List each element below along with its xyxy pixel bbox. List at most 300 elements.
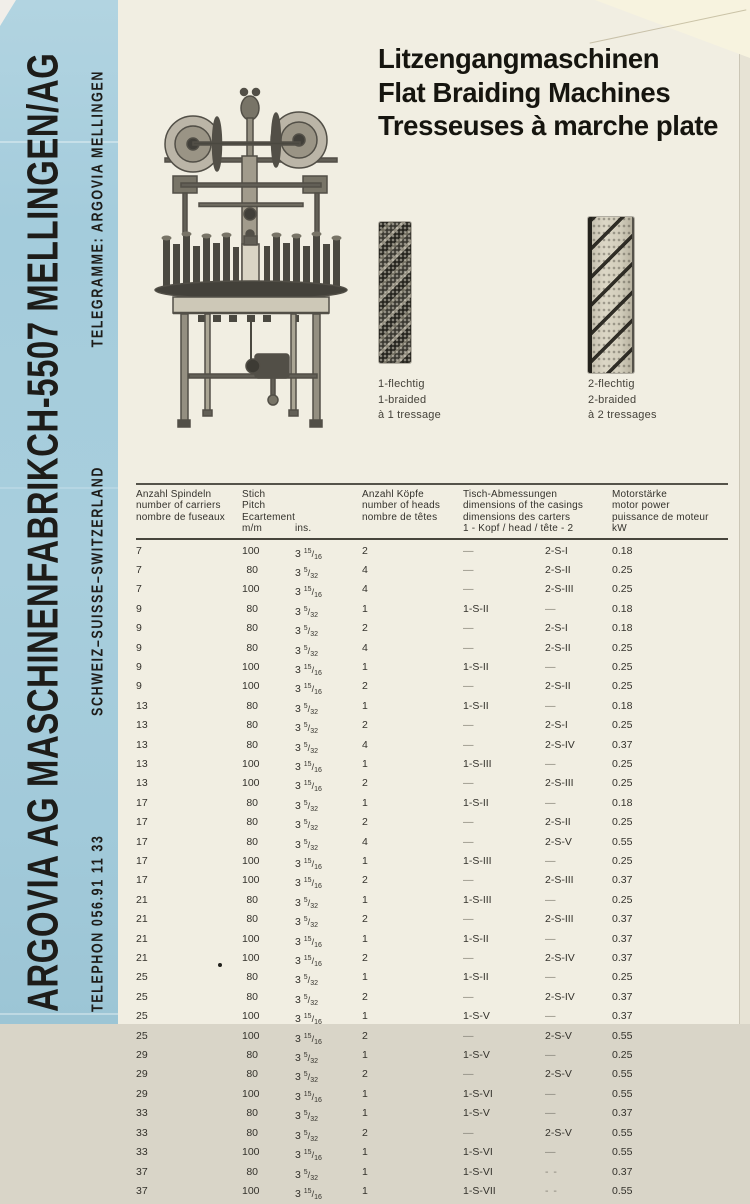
- cell-casing-2-heads: 2-S-V: [545, 1127, 612, 1146]
- cell-pitch-ins: 3 $^{15}/_{16}$: [295, 952, 362, 971]
- cell-casing-2-heads: 2-S-II: [545, 816, 612, 835]
- cell-carriers: 25: [136, 971, 242, 990]
- cell-carriers: 21: [136, 894, 242, 913]
- page-title: [378, 42, 718, 143]
- cell-pitch-mm: 100: [242, 874, 258, 893]
- cell-casing-2-heads: —: [545, 1107, 612, 1126]
- cell-casing-1-head: —: [463, 642, 545, 661]
- cell-casing-2-heads: —: [545, 855, 612, 874]
- cell-heads: 2: [362, 719, 463, 738]
- cell-pitch-mm: 80: [242, 913, 258, 932]
- cell-motor-kw: 0.18: [612, 797, 728, 816]
- cell-heads: 2: [362, 545, 463, 564]
- cell-casing-1-head: —: [463, 952, 545, 971]
- sample-2-label-de: 2-flechtig: [588, 377, 657, 393]
- cell-pitch-mm: 80: [242, 622, 258, 641]
- cell-carriers: 9: [136, 642, 242, 661]
- table-row: [136, 700, 728, 719]
- table-row: [136, 933, 728, 952]
- cell-pitch-ins: 3 $^5/_{32}$: [295, 1107, 362, 1126]
- cell-spacer: [258, 816, 295, 835]
- company-telegram: TELEGRAMME: ARGOVIA MELLINGEN: [89, 70, 107, 347]
- cell-heads: 1: [362, 661, 463, 680]
- cell-heads: 1: [362, 971, 463, 990]
- cell-spacer: [258, 1010, 295, 1029]
- table-row: [136, 603, 728, 622]
- cell-spacer: [258, 913, 295, 932]
- cell-pitch-ins: 3 $^{15}/_{16}$: [295, 583, 362, 602]
- cell-casing-2-heads: 2-S-IV: [545, 739, 612, 758]
- cell-heads: 4: [362, 642, 463, 661]
- braid-sample-1-braided: [379, 222, 411, 363]
- cell-carriers: 29: [136, 1049, 242, 1068]
- cell-carriers: 9: [136, 622, 242, 641]
- cell-motor-kw: 0.37: [612, 991, 728, 1010]
- cell-carriers: 21: [136, 952, 242, 971]
- cell-heads: 1: [362, 1049, 463, 1068]
- company-country: SCHWEIZ–SUISSE–SWITZERLAND: [89, 466, 107, 716]
- table-row: [136, 739, 728, 758]
- cell-pitch-mm: 100: [242, 1030, 258, 1049]
- cell-motor-kw: 0.25: [612, 680, 728, 699]
- cell-spacer: [258, 855, 295, 874]
- cell-casing-1-head: 1-S-VI: [463, 1146, 545, 1165]
- cell-heads: 1: [362, 1010, 463, 1029]
- cell-heads: 2: [362, 680, 463, 699]
- cell-casing-1-head: 1-S-II: [463, 933, 545, 952]
- cell-casing-2-heads: 2-S-II: [545, 564, 612, 583]
- company-name: ARGOVIA AG MASCHINENFABRIK: [18, 457, 68, 1012]
- table-row: [136, 564, 728, 583]
- sample-2-label-fr: à 2 tressages: [588, 408, 657, 424]
- cell-motor-kw: 0.25: [612, 583, 728, 602]
- cell-pitch-mm: 100: [242, 583, 258, 602]
- cell-casing-1-head: —: [463, 719, 545, 738]
- cell-heads: 1: [362, 603, 463, 622]
- cell-spacer: [258, 642, 295, 661]
- cell-casing-1-head: —: [463, 816, 545, 835]
- cell-casing-1-head: 1-S-III: [463, 758, 545, 777]
- cell-spacer: [258, 1088, 295, 1107]
- cell-casing-1-head: —: [463, 622, 545, 641]
- cell-motor-kw: 0.25: [612, 816, 728, 835]
- cell-spacer: [258, 545, 295, 564]
- title-line-fr: Tresseuses à marche plate: [378, 109, 718, 143]
- cell-carriers: 13: [136, 700, 242, 719]
- cell-casing-2-heads: 2-S-II: [545, 680, 612, 699]
- cell-carriers: 21: [136, 913, 242, 932]
- cell-pitch-mm: 100: [242, 545, 258, 564]
- cell-casing-2-heads: 2-S-I: [545, 622, 612, 641]
- cell-casing-2-heads: —: [545, 1146, 612, 1165]
- cell-heads: 2: [362, 1068, 463, 1087]
- cell-carriers: 33: [136, 1127, 242, 1146]
- cell-pitch-ins: 3 $^5/_{32}$: [295, 816, 362, 835]
- cell-motor-kw: 0.55: [612, 1127, 728, 1146]
- cell-casing-2-heads: 2-S-V: [545, 836, 612, 855]
- cell-pitch-ins: 3 $^{15}/_{16}$: [295, 1010, 362, 1029]
- cell-pitch-ins: 3 $^{15}/_{16}$: [295, 661, 362, 680]
- cell-pitch-mm: 100: [242, 680, 258, 699]
- cell-spacer: [258, 583, 295, 602]
- cell-casing-2-heads: 2-S-IV: [545, 952, 612, 971]
- cell-pitch-ins: 3 $^{15}/_{16}$: [295, 933, 362, 952]
- sample-1-label: [378, 377, 441, 424]
- cell-pitch-mm: 80: [242, 894, 258, 913]
- table-row: [136, 971, 728, 990]
- table-row: [136, 1088, 728, 1107]
- cell-spacer: [258, 1185, 295, 1204]
- cell-motor-kw: 0.37: [612, 913, 728, 932]
- cell-motor-kw: 0.37: [612, 1010, 728, 1029]
- cell-motor-kw: 0.25: [612, 719, 728, 738]
- cell-casing-2-heads: 2-S-V: [545, 1068, 612, 1087]
- cell-spacer: [258, 1127, 295, 1146]
- cell-casing-1-head: 1-S-V: [463, 1107, 545, 1126]
- cell-motor-kw: 0.55: [612, 1146, 728, 1165]
- cell-casing-2-heads: 2-S-IV: [545, 991, 612, 1010]
- cell-carriers: 25: [136, 1010, 242, 1029]
- cell-motor-kw: 0.18: [612, 545, 728, 564]
- cell-heads: 4: [362, 583, 463, 602]
- cell-spacer: [258, 952, 295, 971]
- cell-heads: 1: [362, 855, 463, 874]
- cell-heads: 1: [362, 700, 463, 719]
- cell-casing-1-head: 1-S-V: [463, 1049, 545, 1068]
- sample-1-label-en: 1-braided: [378, 393, 441, 409]
- cell-casing-1-head: 1-S-II: [463, 971, 545, 990]
- cell-motor-kw: 0.25: [612, 777, 728, 796]
- cell-motor-kw: 0.18: [612, 622, 728, 641]
- cell-casing-2-heads: - -: [545, 1166, 612, 1185]
- cell-pitch-mm: 100: [242, 1185, 258, 1204]
- braid-sample-2-braided: [588, 217, 634, 373]
- sample-1-label-fr: à 1 tressage: [378, 408, 441, 424]
- cell-spacer: [258, 700, 295, 719]
- cell-heads: 2: [362, 913, 463, 932]
- table-row: [136, 1010, 728, 1029]
- cell-heads: 2: [362, 816, 463, 835]
- cell-carriers: 25: [136, 991, 242, 1010]
- cell-casing-1-head: 1-S-II: [463, 797, 545, 816]
- cell-pitch-mm: 100: [242, 855, 258, 874]
- cell-spacer: [258, 933, 295, 952]
- cell-casing-1-head: —: [463, 583, 545, 602]
- cell-pitch-mm: 80: [242, 1166, 258, 1185]
- cell-casing-2-heads: —: [545, 758, 612, 777]
- cell-casing-2-heads: —: [545, 603, 612, 622]
- cell-pitch-ins: 3 $^5/_{32}$: [295, 913, 362, 932]
- cell-carriers: 17: [136, 836, 242, 855]
- cell-pitch-mm: 100: [242, 1088, 258, 1107]
- cell-casing-1-head: 1-S-V: [463, 1010, 545, 1029]
- header-heads: Anzahl Köpfe number of heads nombre de têtes: [362, 489, 463, 535]
- cell-spacer: [258, 622, 295, 641]
- cell-pitch-mm: 100: [242, 1010, 258, 1029]
- cell-motor-kw: 0.55: [612, 1030, 728, 1049]
- cell-pitch-mm: 80: [242, 797, 258, 816]
- cell-motor-kw: 0.25: [612, 661, 728, 680]
- cell-casing-1-head: —: [463, 836, 545, 855]
- table-row: [136, 913, 728, 932]
- cell-motor-kw: 0.37: [612, 739, 728, 758]
- cell-motor-kw: 0.25: [612, 894, 728, 913]
- cell-casing-1-head: —: [463, 1068, 545, 1087]
- cell-carriers: 13: [136, 758, 242, 777]
- cell-casing-2-heads: 2-S-I: [545, 545, 612, 564]
- cell-spacer: [258, 874, 295, 893]
- cell-spacer: [258, 603, 295, 622]
- table-row: [136, 874, 728, 893]
- cell-casing-1-head: —: [463, 680, 545, 699]
- cell-heads: 1: [362, 1185, 463, 1204]
- cell-pitch-ins: 3 $^5/_{32}$: [295, 564, 362, 583]
- cell-motor-kw: 0.25: [612, 855, 728, 874]
- cell-spacer: [258, 739, 295, 758]
- cell-carriers: 7: [136, 583, 242, 602]
- cell-pitch-mm: 80: [242, 1127, 258, 1146]
- cell-casing-2-heads: —: [545, 971, 612, 990]
- table-row: [136, 758, 728, 777]
- table-row: [136, 1127, 728, 1146]
- cell-spacer: [258, 836, 295, 855]
- title-line-en: Flat Braiding Machines: [378, 76, 718, 110]
- cell-motor-kw: 0.18: [612, 700, 728, 719]
- table-row: [136, 816, 728, 835]
- header-casings: Tisch-Abmessungen dimensions of the casings dimensions des carters 1 - Kopf / head / tête - 2: [463, 489, 612, 535]
- sample-1-label-de: 1-flechtig: [378, 377, 441, 393]
- cell-casing-1-head: 1-S-VII: [463, 1185, 545, 1204]
- cell-pitch-ins: 3 $^5/_{32}$: [295, 1166, 362, 1185]
- header-carriers: Anzahl Spindeln number of carriers nombre de fuseaux: [136, 489, 242, 535]
- cell-casing-1-head: —: [463, 564, 545, 583]
- cell-carriers: 7: [136, 564, 242, 583]
- cell-casing-2-heads: —: [545, 661, 612, 680]
- cell-motor-kw: 0.25: [612, 971, 728, 990]
- cell-pitch-mm: 80: [242, 1068, 258, 1087]
- cell-spacer: [258, 1030, 295, 1049]
- cell-motor-kw: 0.37: [612, 952, 728, 971]
- cell-spacer: [258, 991, 295, 1010]
- braiding-machine-photo: [143, 86, 361, 434]
- cell-motor-kw: 0.37: [612, 1107, 728, 1126]
- cell-carriers: 13: [136, 777, 242, 796]
- table-row: [136, 797, 728, 816]
- scan-streak: [0, 1013, 118, 1015]
- specification-table: [136, 483, 728, 1204]
- cell-pitch-ins: 3 $^5/_{32}$: [295, 603, 362, 622]
- cell-carriers: 13: [136, 719, 242, 738]
- cell-spacer: [258, 564, 295, 583]
- cell-pitch-ins: 3 $^{15}/_{16}$: [295, 545, 362, 564]
- cell-casing-2-heads: 2-S-III: [545, 583, 612, 602]
- cell-spacer: [258, 680, 295, 699]
- cell-pitch-mm: 100: [242, 933, 258, 952]
- cell-pitch-ins: 3 $^5/_{32}$: [295, 1127, 362, 1146]
- cell-casing-1-head: —: [463, 991, 545, 1010]
- cell-carriers: 25: [136, 1030, 242, 1049]
- cell-pitch-ins: 3 $^5/_{32}$: [295, 642, 362, 661]
- cell-spacer: [258, 758, 295, 777]
- cell-motor-kw: 0.37: [612, 874, 728, 893]
- cell-pitch-mm: 80: [242, 1049, 258, 1068]
- cell-pitch-ins: 3 $^{15}/_{16}$: [295, 758, 362, 777]
- cell-casing-2-heads: —: [545, 797, 612, 816]
- company-address: CH-5507 MELLINGEN/AG: [18, 53, 68, 457]
- sample-2-label: [588, 377, 657, 424]
- company-name-line: [30, 70, 68, 1012]
- cell-heads: 1: [362, 1146, 463, 1165]
- cell-spacer: [258, 894, 295, 913]
- table-row: [136, 1185, 728, 1204]
- cell-casing-1-head: —: [463, 913, 545, 932]
- table-row: [136, 1146, 728, 1165]
- cell-casing-1-head: 1-S-III: [463, 855, 545, 874]
- cell-heads: 2: [362, 991, 463, 1010]
- cell-pitch-mm: 100: [242, 777, 258, 796]
- table-row: [136, 622, 728, 641]
- table-row: [136, 855, 728, 874]
- cell-pitch-mm: 80: [242, 971, 258, 990]
- cell-pitch-mm: 80: [242, 603, 258, 622]
- cell-casing-1-head: 1-S-VI: [463, 1166, 545, 1185]
- cell-pitch-ins: 3 $^5/_{32}$: [295, 1049, 362, 1068]
- cell-motor-kw: 0.37: [612, 933, 728, 952]
- cell-pitch-mm: 80: [242, 739, 258, 758]
- table-row: [136, 1068, 728, 1087]
- cell-pitch-ins: 3 $^5/_{32}$: [295, 797, 362, 816]
- cell-carriers: 7: [136, 545, 242, 564]
- cell-spacer: [258, 1107, 295, 1126]
- table-header: [136, 485, 728, 538]
- cell-pitch-ins: 3 $^5/_{32}$: [295, 622, 362, 641]
- cell-casing-1-head: 1-S-II: [463, 700, 545, 719]
- cell-pitch-ins: 3 $^5/_{32}$: [295, 719, 362, 738]
- cell-carriers: 17: [136, 816, 242, 835]
- table-row: [136, 1166, 728, 1185]
- table-row: [136, 836, 728, 855]
- cell-heads: 2: [362, 622, 463, 641]
- table-row: [136, 680, 728, 699]
- cell-casing-2-heads: 2-S-II: [545, 642, 612, 661]
- cell-pitch-ins: 3 $^5/_{32}$: [295, 836, 362, 855]
- cell-pitch-mm: 80: [242, 564, 258, 583]
- cell-carriers: 9: [136, 661, 242, 680]
- cell-motor-kw: 0.18: [612, 603, 728, 622]
- cell-pitch-mm: 100: [242, 661, 258, 680]
- cell-casing-1-head: —: [463, 739, 545, 758]
- cell-heads: 4: [362, 836, 463, 855]
- cell-carriers: 37: [136, 1166, 242, 1185]
- cell-motor-kw: 0.25: [612, 1049, 728, 1068]
- header-power: Motorstärke motor power puissance de moteur kW: [612, 489, 728, 535]
- sidebar-rotated-text: [30, 70, 106, 1012]
- table-row: [136, 719, 728, 738]
- cell-carriers: 17: [136, 855, 242, 874]
- title-line-de: Litzengangmaschinen: [378, 42, 718, 76]
- cell-pitch-mm: 80: [242, 836, 258, 855]
- cell-pitch-mm: 80: [242, 642, 258, 661]
- cell-pitch-ins: 3 $^5/_{32}$: [295, 1068, 362, 1087]
- cell-pitch-ins: 3 $^5/_{32}$: [295, 700, 362, 719]
- cell-motor-kw: 0.55: [612, 1088, 728, 1107]
- cell-carriers: 13: [136, 739, 242, 758]
- cell-carriers: 29: [136, 1068, 242, 1087]
- cell-pitch-ins: 3 $^{15}/_{16}$: [295, 1185, 362, 1204]
- cell-pitch-mm: 100: [242, 1146, 258, 1165]
- cell-spacer: [258, 1049, 295, 1068]
- cell-motor-kw: 0.25: [612, 758, 728, 777]
- company-contact-line: [92, 70, 106, 1012]
- cell-heads: 1: [362, 758, 463, 777]
- table-row: [136, 1107, 728, 1126]
- cell-pitch-ins: 3 $^{15}/_{16}$: [295, 777, 362, 796]
- cell-casing-1-head: 1-S-II: [463, 661, 545, 680]
- cell-casing-2-heads: —: [545, 700, 612, 719]
- table-body: [136, 540, 728, 1204]
- cell-motor-kw: 0.25: [612, 564, 728, 583]
- cell-heads: 4: [362, 739, 463, 758]
- cell-pitch-ins: 3 $^5/_{32}$: [295, 991, 362, 1010]
- cell-heads: 1: [362, 1107, 463, 1126]
- cell-casing-2-heads: 2-S-I: [545, 719, 612, 738]
- cell-pitch-ins: 3 $^{15}/_{16}$: [295, 874, 362, 893]
- cell-spacer: [258, 1068, 295, 1087]
- cell-carriers: 21: [136, 933, 242, 952]
- cell-heads: 1: [362, 894, 463, 913]
- cell-heads: 2: [362, 952, 463, 971]
- cell-casing-1-head: 1-S-II: [463, 603, 545, 622]
- cell-pitch-ins: 3 $^5/_{32}$: [295, 894, 362, 913]
- cell-heads: 2: [362, 777, 463, 796]
- cell-pitch-ins: 3 $^5/_{32}$: [295, 971, 362, 990]
- cell-motor-kw: 0.55: [612, 836, 728, 855]
- table-row: [136, 777, 728, 796]
- cell-motor-kw: 0.25: [612, 642, 728, 661]
- cell-carriers: 9: [136, 680, 242, 699]
- cell-casing-1-head: —: [463, 1030, 545, 1049]
- cell-pitch-mm: 100: [242, 952, 258, 971]
- cell-carriers: 17: [136, 874, 242, 893]
- cell-motor-kw: 0.55: [612, 1185, 728, 1204]
- cell-carriers: 37: [136, 1185, 242, 1204]
- cell-heads: 2: [362, 1127, 463, 1146]
- cell-pitch-ins: 3 $^5/_{32}$: [295, 739, 362, 758]
- cell-pitch-mm: 100: [242, 758, 258, 777]
- cell-casing-1-head: 1-S-III: [463, 894, 545, 913]
- cell-spacer: [258, 971, 295, 990]
- cell-spacer: [258, 777, 295, 796]
- cell-spacer: [258, 1146, 295, 1165]
- cell-pitch-mm: 80: [242, 700, 258, 719]
- table-row: [136, 894, 728, 913]
- cell-carriers: 33: [136, 1107, 242, 1126]
- cell-heads: 1: [362, 1088, 463, 1107]
- paper-edge: [739, 0, 750, 1024]
- cell-casing-1-head: 1-S-VI: [463, 1088, 545, 1107]
- cell-pitch-ins: 3 $^{15}/_{16}$: [295, 1088, 362, 1107]
- cell-pitch-mm: 80: [242, 1107, 258, 1126]
- cell-spacer: [258, 661, 295, 680]
- header-pitch: Stich Pitch Ecartement m/m ins.: [242, 489, 362, 535]
- table-row: [136, 1049, 728, 1068]
- cell-pitch-ins: 3 $^{15}/_{16}$: [295, 1030, 362, 1049]
- cell-casing-1-head: —: [463, 777, 545, 796]
- table-row: [136, 583, 728, 602]
- cell-pitch-ins: 3 $^{15}/_{16}$: [295, 680, 362, 699]
- table-row: [136, 952, 728, 971]
- cell-casing-2-heads: 2-S-III: [545, 874, 612, 893]
